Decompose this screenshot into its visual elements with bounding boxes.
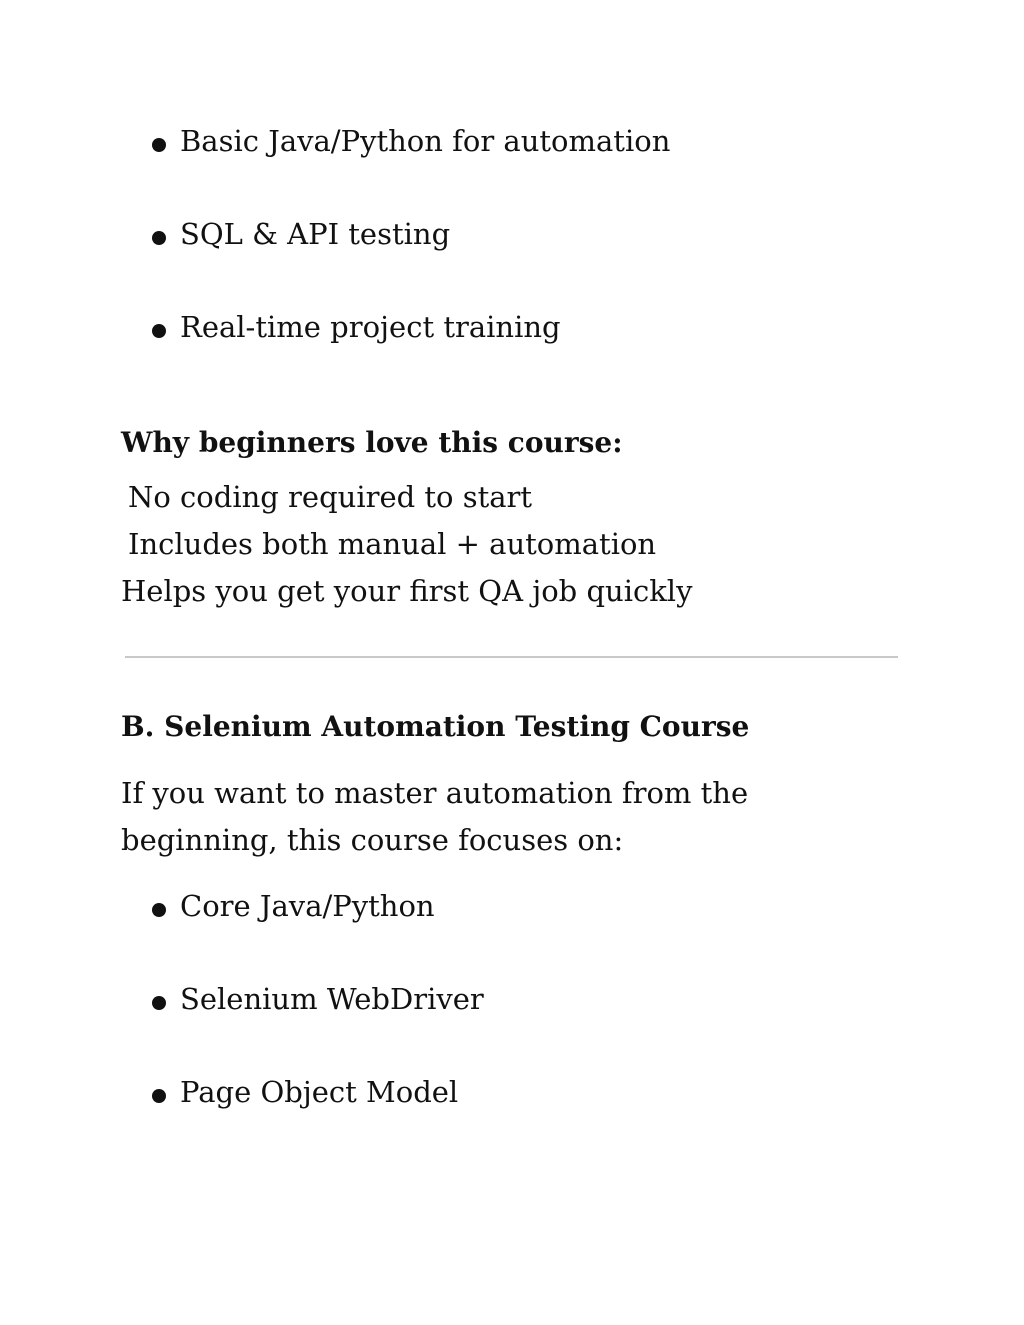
list-item-text: Selenium WebDriver — [180, 982, 484, 1016]
bullet-icon — [152, 231, 166, 245]
bullet-icon — [152, 903, 166, 917]
why-reason-line: Helps you get your first QA job quickly — [121, 574, 693, 608]
bullet-icon — [152, 996, 166, 1010]
bullet-icon — [152, 138, 166, 152]
why-reason-line: Includes both manual + automation — [128, 527, 657, 561]
bullet-icon — [152, 324, 166, 338]
list-item-text: Page Object Model — [180, 1075, 459, 1109]
section-divider — [125, 656, 898, 658]
list-item-text: Basic Java/Python for automation — [180, 124, 671, 158]
list-item-text: Real-time project training — [180, 310, 561, 344]
why-reason-line: No coding required to start — [128, 480, 533, 514]
list-item-text: SQL & API testing — [180, 217, 451, 251]
why-heading: Why beginners love this course: — [121, 426, 623, 459]
why-reasons — [121, 474, 692, 615]
list-item-text: Core Java/Python — [180, 889, 435, 923]
section-intro: If you want to master automation from the beginning, this course focuses on: — [121, 776, 749, 857]
bullet-icon — [152, 1089, 166, 1103]
section-title: B. Selenium Automation Testing Course — [121, 710, 750, 743]
